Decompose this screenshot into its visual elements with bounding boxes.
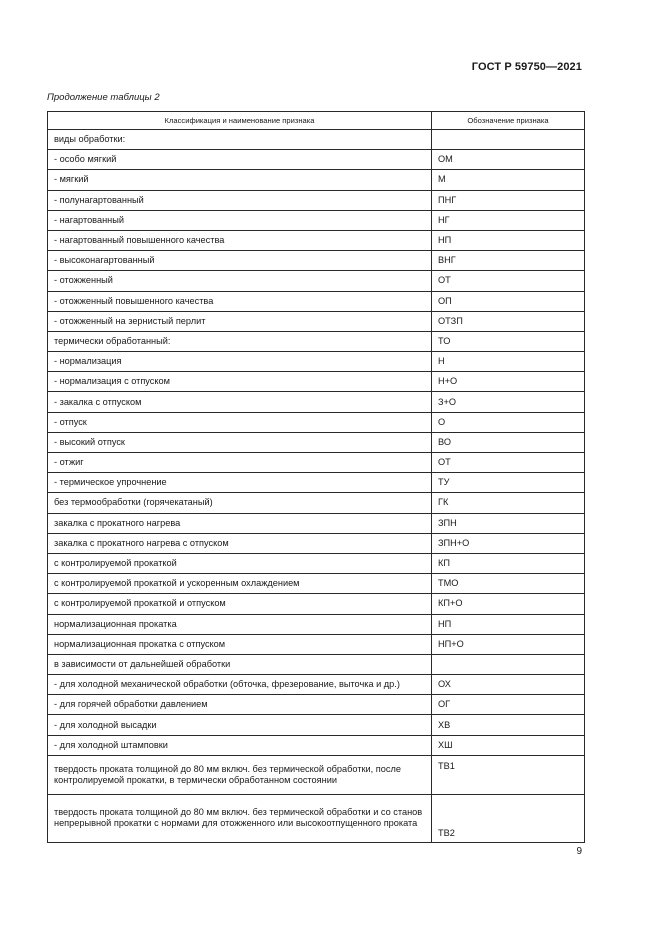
table-row	[48, 170, 585, 190]
classification-cell: с контролируемой прокаткой	[48, 553, 432, 573]
classification-cell: в зависимости от дальнейшей обработки	[48, 654, 432, 674]
table-row	[48, 553, 585, 573]
designation-cell: ЗПН+О	[432, 533, 585, 553]
classification-cell: - нагартованный повышенного качества	[48, 230, 432, 250]
table-row	[48, 634, 585, 654]
table-row	[48, 392, 585, 412]
classification-cell: с контролируемой прокаткой и отпуском	[48, 594, 432, 614]
table-row	[48, 735, 585, 755]
designation-cell: ОТЗП	[432, 311, 585, 331]
classification-cell: - отожженный на зернистый перлит	[48, 311, 432, 331]
designation-cell: Н+О	[432, 372, 585, 392]
classification-cell: - нормализация с отпуском	[48, 372, 432, 392]
designation-cell: ОП	[432, 291, 585, 311]
designation-cell: ВНГ	[432, 251, 585, 271]
classification-cell: закалка с прокатного нагрева с отпуском	[48, 533, 432, 553]
designation-cell: ХВ	[432, 715, 585, 735]
designation-cell: ГК	[432, 493, 585, 513]
column-header-designation: Обозначение признака	[432, 112, 585, 130]
table-row	[48, 291, 585, 311]
table-row	[48, 695, 585, 715]
designation-cell: НП+О	[432, 634, 585, 654]
table-row	[48, 715, 585, 735]
classification-cell: - закалка с отпуском	[48, 392, 432, 412]
table-row	[48, 574, 585, 594]
page-number: 9	[576, 846, 582, 857]
classification-cell: виды обработки:	[48, 130, 432, 150]
classification-cell: - отжиг	[48, 453, 432, 473]
classification-cell: - мягкий	[48, 170, 432, 190]
table-row	[48, 594, 585, 614]
classification-cell: закалка с прокатного нагрева	[48, 513, 432, 533]
table-row	[48, 412, 585, 432]
table-row	[48, 513, 585, 533]
designation-cell: ОТ	[432, 271, 585, 291]
designation-cell	[432, 130, 585, 150]
standard-number: ГОСТ Р 59750—2021	[471, 61, 582, 73]
designation-cell: О	[432, 412, 585, 432]
table-row	[48, 130, 585, 150]
designation-cell: ОХ	[432, 675, 585, 695]
classification-cell: нормализационная прокатка	[48, 614, 432, 634]
table-continuation-caption: Продолжение таблицы 2	[47, 92, 160, 103]
column-header-classification: Классификация и наименование признака	[48, 112, 432, 130]
table-row	[48, 453, 585, 473]
designation-cell: ТМО	[432, 574, 585, 594]
table-row	[48, 432, 585, 452]
designation-cell: ТВ2	[432, 794, 585, 842]
table-row	[48, 675, 585, 695]
classification-cell: - полунагартованный	[48, 190, 432, 210]
table-row	[48, 311, 585, 331]
table-row	[48, 271, 585, 291]
classification-cell: - отожженный	[48, 271, 432, 291]
designation-cell: ОТ	[432, 453, 585, 473]
table-row	[48, 150, 585, 170]
designation-cell: ТО	[432, 331, 585, 351]
designation-cell: ВО	[432, 432, 585, 452]
table-row	[48, 251, 585, 271]
classification-cell: - высокий отпуск	[48, 432, 432, 452]
classification-cell: - высоконагартованный	[48, 251, 432, 271]
classification-cell: твердость проката толщиной до 80 мм включ. без термической обработки, после контролируемой прокатки, в термически обработанном состоянии	[48, 755, 432, 794]
table-row	[48, 352, 585, 372]
designation-cell: НП	[432, 614, 585, 634]
classification-cell: - нормализация	[48, 352, 432, 372]
designation-cell: ПНГ	[432, 190, 585, 210]
table-row	[48, 614, 585, 634]
designation-cell: ТВ1	[432, 755, 585, 794]
table-row	[48, 372, 585, 392]
classification-cell: - отожженный повышенного качества	[48, 291, 432, 311]
classification-cell: нормализационная прокатка с отпуском	[48, 634, 432, 654]
table-row	[48, 210, 585, 230]
classification-cell: твердость проката толщиной до 80 мм включ. без термической обработки и со станов непрерывной прокатки с нормами для отожженного или высокоотпущенного проката	[48, 794, 432, 842]
classification-table	[47, 111, 585, 843]
classification-cell: - термическое упрочнение	[48, 473, 432, 493]
designation-cell: КП	[432, 553, 585, 573]
classification-cell: - для горячей обработки давлением	[48, 695, 432, 715]
classification-cell: - для холодной механической обработки (обточка, фрезерование, выточка и др.)	[48, 675, 432, 695]
table-row	[48, 331, 585, 351]
classification-cell: термически обработанный:	[48, 331, 432, 351]
table-body	[48, 130, 585, 843]
table-row	[48, 473, 585, 493]
classification-cell: - для холодной штамповки	[48, 735, 432, 755]
table-row	[48, 755, 585, 794]
designation-cell: ЗПН	[432, 513, 585, 533]
classification-cell: с контролируемой прокаткой и ускоренным охлаждением	[48, 574, 432, 594]
table-header-row	[48, 112, 585, 130]
classification-cell: - особо мягкий	[48, 150, 432, 170]
table-row	[48, 794, 585, 842]
designation-cell: ОМ	[432, 150, 585, 170]
table-row	[48, 190, 585, 210]
table-row	[48, 493, 585, 513]
table-row	[48, 230, 585, 250]
table-row	[48, 533, 585, 553]
designation-cell: Н	[432, 352, 585, 372]
designation-cell: НП	[432, 230, 585, 250]
designation-cell: НГ	[432, 210, 585, 230]
designation-cell: ТУ	[432, 473, 585, 493]
table-row	[48, 654, 585, 674]
designation-cell: З+О	[432, 392, 585, 412]
classification-cell: - нагартованный	[48, 210, 432, 230]
classification-cell: без термообработки (горячекатаный)	[48, 493, 432, 513]
designation-cell	[432, 654, 585, 674]
designation-cell: М	[432, 170, 585, 190]
classification-cell: - отпуск	[48, 412, 432, 432]
designation-cell: КП+О	[432, 594, 585, 614]
classification-cell: - для холодной высадки	[48, 715, 432, 735]
designation-cell: ХШ	[432, 735, 585, 755]
designation-cell: ОГ	[432, 695, 585, 715]
